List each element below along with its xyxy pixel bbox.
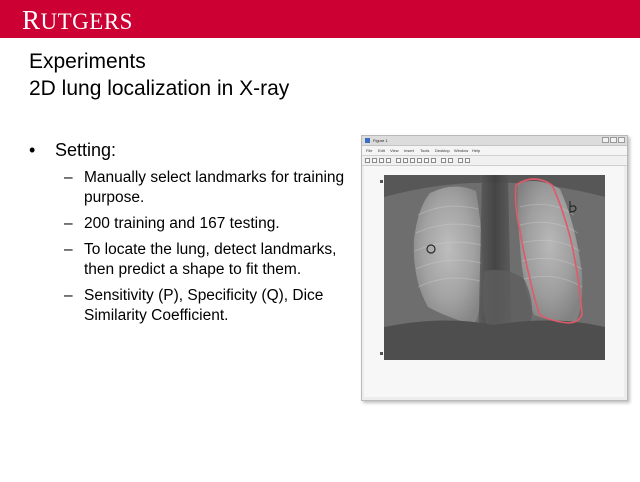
axis-tick bbox=[380, 180, 383, 183]
new-figure-icon[interactable] bbox=[365, 158, 370, 163]
dash-icon: – bbox=[64, 169, 73, 186]
maximize-button[interactable] bbox=[610, 137, 617, 143]
sub-bullet-text: 200 training and 167 testing. bbox=[84, 215, 280, 232]
figure-titlebar[interactable] bbox=[362, 136, 627, 146]
menu-file[interactable]: File bbox=[366, 148, 373, 153]
figure-title: Figure 1 bbox=[373, 138, 388, 143]
rutgers-logo: RUTGERS bbox=[22, 5, 133, 35]
sub-bullet-locate bbox=[64, 240, 364, 280]
slide-title-line-2: 2D lung localization in X-ray bbox=[29, 77, 290, 100]
dash-icon: – bbox=[64, 287, 73, 304]
zoom-in-icon[interactable] bbox=[403, 158, 408, 163]
data-cursor-icon[interactable] bbox=[431, 158, 436, 163]
header-banner bbox=[0, 0, 640, 38]
colorbar-icon[interactable] bbox=[441, 158, 446, 163]
axis-tick bbox=[380, 352, 383, 355]
dash-icon: – bbox=[64, 241, 73, 258]
dash-icon: – bbox=[64, 215, 73, 232]
save-icon[interactable] bbox=[379, 158, 384, 163]
sub-bullet-split bbox=[64, 214, 364, 234]
figure-app-icon bbox=[365, 138, 370, 143]
bullet-setting-label: Setting: bbox=[55, 140, 117, 160]
menu-window[interactable]: Window bbox=[454, 148, 469, 153]
sub-bullet-text: To locate the lung, detect landmarks, then predict a shape to fit them. bbox=[84, 241, 337, 278]
pointer-icon[interactable] bbox=[396, 158, 401, 163]
close-button[interactable] bbox=[618, 137, 625, 143]
menu-edit[interactable]: Edit bbox=[378, 148, 385, 153]
sub-bullet-list bbox=[64, 168, 364, 332]
chest-xray-image bbox=[384, 175, 605, 360]
slide-title bbox=[29, 48, 289, 102]
sub-bullet-landmarks bbox=[64, 168, 364, 208]
print-icon[interactable] bbox=[386, 158, 391, 163]
rotate-icon[interactable] bbox=[424, 158, 429, 163]
figure-toolbar bbox=[362, 156, 627, 166]
pan-icon[interactable] bbox=[417, 158, 422, 163]
diaphragm bbox=[384, 320, 605, 360]
menu-desktop[interactable]: Desktop bbox=[435, 148, 450, 153]
show-plot-tools-icon[interactable] bbox=[465, 158, 470, 163]
figure-window bbox=[361, 135, 628, 401]
figure-canvas bbox=[364, 166, 624, 397]
menu-tools[interactable]: Tools bbox=[420, 148, 430, 153]
minimize-button[interactable] bbox=[602, 137, 609, 143]
slide-title-line-1: Experiments bbox=[29, 50, 146, 73]
legend-icon[interactable] bbox=[448, 158, 453, 163]
hide-plot-tools-icon[interactable] bbox=[458, 158, 463, 163]
figure-menubar bbox=[362, 146, 627, 156]
bullet-setting bbox=[29, 140, 116, 161]
zoom-out-icon[interactable] bbox=[410, 158, 415, 163]
menu-help[interactable]: Help bbox=[472, 148, 481, 153]
sub-bullet-text: Manually select landmarks for training purpose. bbox=[84, 169, 345, 206]
open-file-icon[interactable] bbox=[372, 158, 377, 163]
menu-insert[interactable]: Insert bbox=[404, 148, 415, 153]
sub-bullet-text: Sensitivity (P), Specificity (Q), Dice Similarity Coefficient. bbox=[84, 287, 324, 324]
sub-bullet-metrics bbox=[64, 286, 364, 326]
menu-view[interactable]: View bbox=[390, 148, 399, 153]
bullet-dot-icon: • bbox=[29, 140, 36, 160]
